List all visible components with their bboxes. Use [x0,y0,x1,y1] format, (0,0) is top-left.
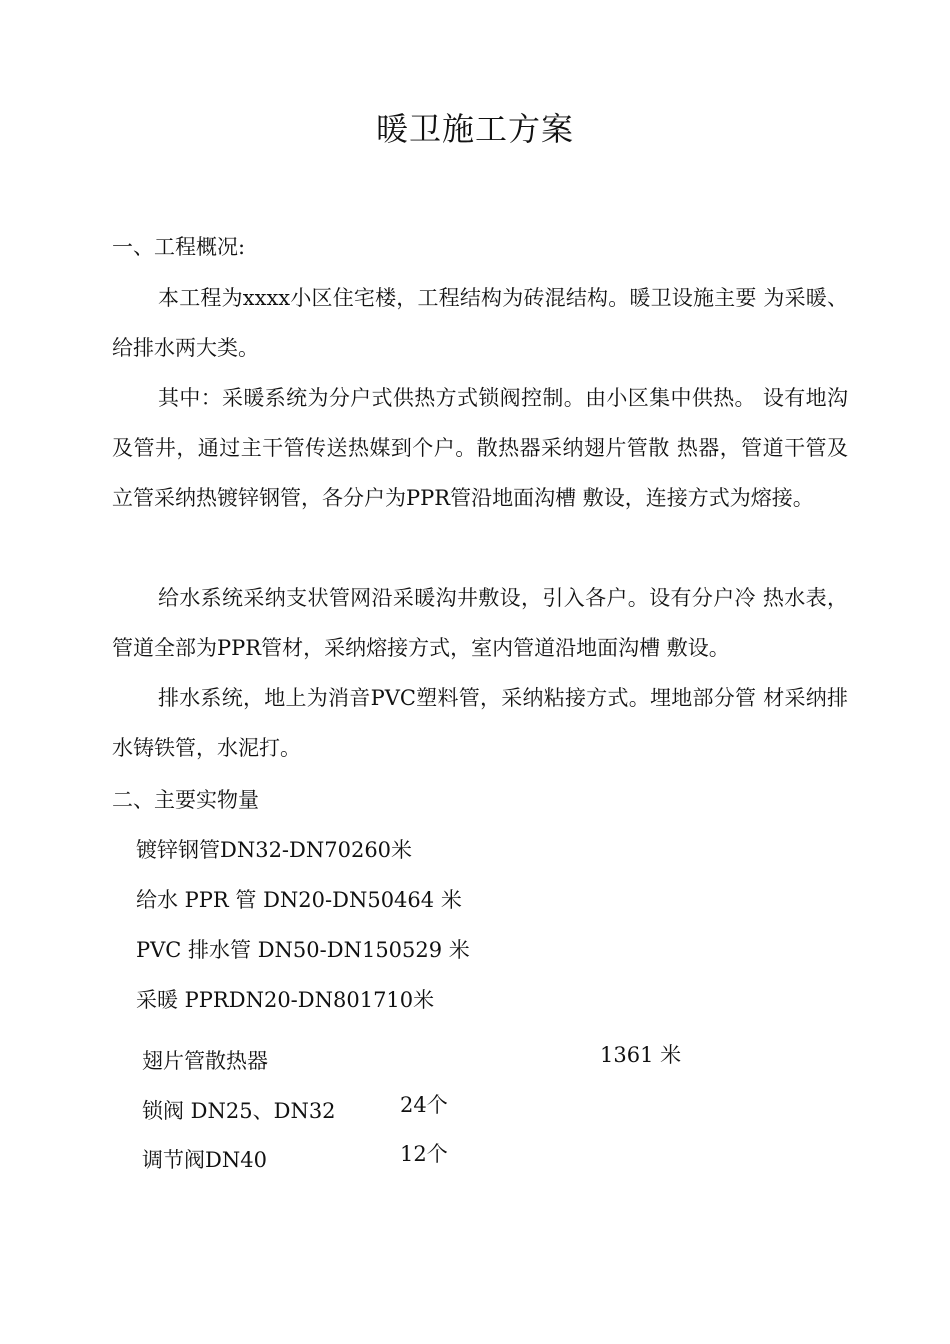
quantity-item: PVC 排水管 DN50-DN150529 米 [136,938,470,962]
quantity-item: 采暖 PPRDN20-DN801710米 [136,988,435,1012]
quantity-item: 给水 PPR 管 DN20-DN50464 米 [136,888,462,912]
paragraph-heating-system: 其中：采暖系统为分户式供热方式锁阀控制。由小区集中供热。 设有地沟及管井，通过主干管传送热媒到个户。散热器采纳翅片管散 热器，管道干管及立管采纳热镀锌钢管，各分户为PPR管沿地面沟槽 敷设，连接方式为熔接。 [112,386,848,510]
paragraph-project-structure: 本工程为xxxx小区住宅楼，工程结构为砖混结构。暖卫设施主要 为采暖、给排水两大类。 [112,286,848,360]
table-row-qty: 1361 米 [600,1043,682,1067]
paragraph-water-supply: 给水系统采纳支状管网沿采暖沟井敷设，引入各户。设有分户冷 热水表，管道全部为PPR管材，采纳熔接方式，室内管道沿地面沟槽 敷设。 [112,586,848,660]
section-heading-quantities: 二、主要实物量 [112,788,259,812]
table-row-name: 锁阀 DN25、DN32 [142,1099,336,1123]
table-row-qty: 24个 [400,1093,448,1117]
document-title: 暖卫施工方案 [375,110,574,148]
table-row-name: 翅片管散热器 [142,1049,268,1073]
table-row-qty: 12个 [400,1142,448,1166]
quantity-item: 镀锌钢管DN32-DN70260米 [136,838,413,862]
section-heading-overview: 一、工程概况: [112,235,246,259]
table-row-name: 调节阀DN40 [142,1148,267,1172]
paragraph-drainage: 排水系统，地上为消音PVC塑料管，采纳粘接方式。埋地部分管 材采纳排水铸铁管，水泥打。 [112,686,848,760]
